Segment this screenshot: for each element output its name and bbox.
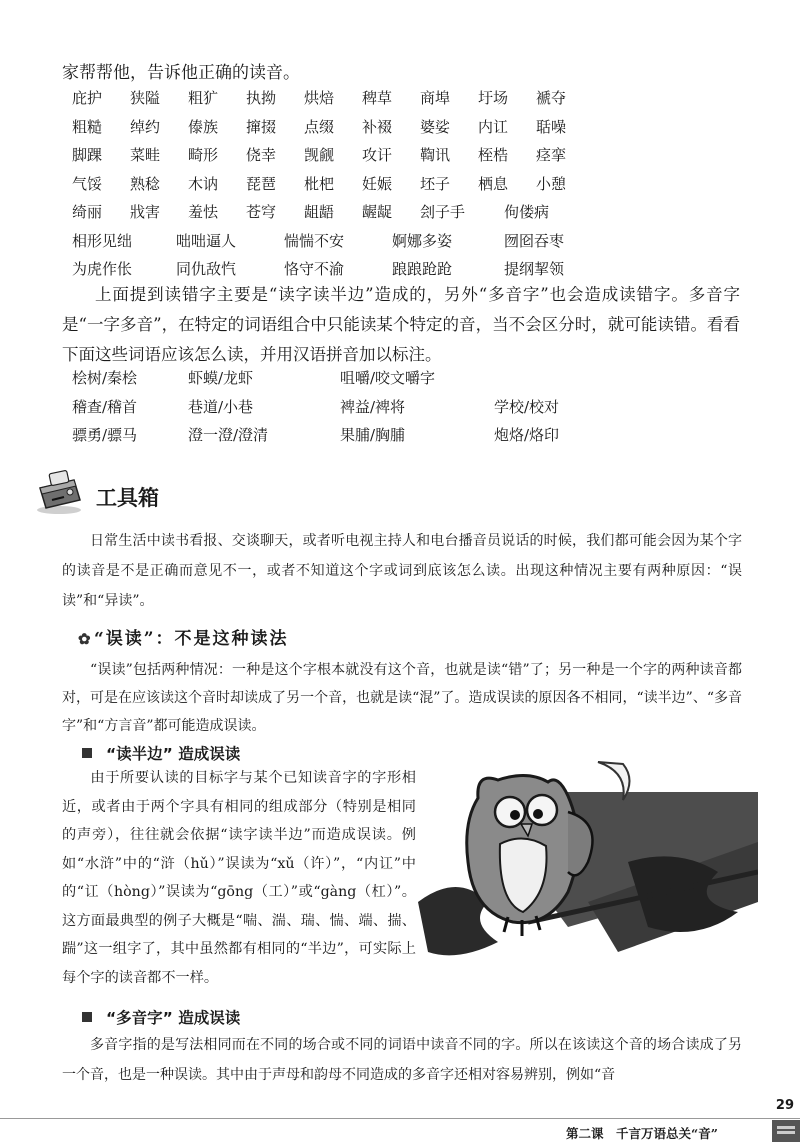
word-pair: 稽查/稽首 (72, 397, 138, 416)
word: 商埠 (420, 89, 451, 107)
word: 坯子 (420, 174, 451, 193)
subsection-heading-polyphone (82, 1006, 240, 1028)
running-footer: 第二课 千言万语总关“音” (566, 1126, 718, 1141)
word: 同仇敌忾 (176, 260, 237, 278)
word: 畸形 (188, 146, 219, 164)
word: 侥幸 (246, 146, 277, 164)
word-pair: 澄一澄/澄清 (188, 426, 269, 444)
word: 栖息 (478, 174, 509, 193)
word: 狭隘 (130, 89, 161, 107)
word: 桎梏 (478, 146, 509, 164)
word-pair: 巷道/小巷 (188, 397, 254, 416)
toolbox-icon (34, 470, 84, 516)
corner-tab-icon (772, 1120, 800, 1142)
word: 烘焙 (304, 89, 335, 107)
word-pair: 果脯/胸脯 (340, 426, 406, 444)
section-paragraph: “误读”包括两种情况：一种是这个字根本就没有这个音，也就是读“错”了；另一种是一个字的两种读音都对，可是在应该读这个音时却读成了另一个音，也就是读“混”了。造成误读的原因各不相同，“读半边”、“多音字”和“方言音”都可能造成误读。 (62, 662, 742, 734)
word: 圩场 (478, 89, 509, 107)
word: 羞怯 (188, 203, 219, 221)
page-number: 29 (775, 1098, 794, 1113)
word: 踉踉跄跄 (392, 260, 453, 278)
polyphone-intro-paragraph: 上面提到读错字主要是“读字读半边”造成的，另外“多音字”也会造成读错字。多音字是“一字多音”，在特定的词语组合中只能读某个特定的音，当不会区分时，就可能读错。看看下面这些词语应该怎么读，并用汉语拼音加以标注。 (62, 285, 740, 364)
word: 痉挛 (536, 146, 567, 164)
square-bullet-icon (82, 748, 92, 758)
continued-line: 家帮帮他，告诉他正确的读音。 (62, 63, 300, 83)
word: 龃龉 (304, 203, 335, 221)
word: 婀娜多姿 (392, 231, 453, 250)
toolbox-title: 工具箱 (96, 486, 159, 510)
word: 恪守不渝 (284, 260, 345, 278)
word: 鞫讯 (420, 146, 451, 164)
square-bullet-icon (82, 1012, 92, 1022)
word: 褫夺 (536, 89, 567, 107)
word-pair: 咀嚼/咬文嚼字 (340, 369, 436, 387)
half-reading-paragraph: 由于所要认读的目标字与某个已知读音字的字形相近，或者由于两个字具有相同的组成部分（特别是相同的声旁），往往就会依据“读字读半边”而造成误读。例如“水浒”中的“浒（hǔ）”误读为“xǔ（许）”，“内讧”中的“讧（hòng）”误读为“gōng（工）”或“gàng（杠）”。这方面最典型的例子大概是“喘、湍、瑞、惴、端、揣、踹”这一组字了，其中虽然都有相同的“半边”，可实际上每个字的读音都不一样。 (62, 770, 416, 986)
word-pair: 学校/校对 (494, 397, 560, 416)
toolbox-intro: 日常生活中读书看报、交谈聊天，或者听电视主持人和电台播音员说话的时候，我们都可能会因为某个字的读音是不是正确而意见不一，或者不知道这个字或词到底该怎么读。出现这种情况主要有两种原因：“误读”和“异读”。 (62, 533, 742, 609)
word: 觊觎 (304, 146, 335, 164)
word: 撺掇 (246, 117, 277, 136)
word: 惴惴不安 (284, 231, 345, 250)
word: 囫囵吞枣 (504, 231, 565, 250)
section-heading-text: “误读”：不是这种读法 (94, 629, 289, 649)
word: 内讧 (478, 117, 509, 136)
subsection-heading-text: “读半边” 造成误读 (106, 745, 241, 763)
word: 提纲挈领 (504, 260, 565, 278)
word-pair: 裨益/裨将 (340, 397, 406, 416)
word: 妊娠 (362, 174, 393, 193)
subsection-heading-half-reading (82, 742, 240, 764)
word-pair: 桧树/秦桧 (72, 369, 138, 387)
word-pair: 骠勇/骠马 (72, 426, 138, 444)
subsection-heading-text: “多音字” 造成误读 (106, 1009, 241, 1027)
word: 菜畦 (130, 146, 161, 164)
flower-icon: ✿ (78, 630, 93, 648)
word: 傣族 (188, 117, 219, 136)
word: 熟稔 (130, 174, 161, 193)
word: 补裰 (362, 117, 393, 136)
word: 婆娑 (420, 117, 451, 136)
word: 稗草 (362, 89, 393, 107)
word: 木讷 (188, 174, 219, 193)
word: 枇杷 (304, 174, 335, 193)
word: 小憩 (536, 174, 567, 193)
word: 聒噪 (536, 117, 567, 136)
polyphone-paragraph: 多音字指的是写法相同而在不同的场合或不同的词语中读音不同的字。所以在该读这个音的场合读成了另一个音，也是一种误读。其中由于声母和韵母不同造成的多音字还相对容易辨别，例如“音 (62, 1037, 742, 1083)
word: 粗犷 (188, 89, 219, 107)
word: 绰约 (130, 117, 161, 136)
footer-divider (0, 1118, 800, 1119)
word: 执拗 (246, 89, 277, 107)
word: 佝偻病 (504, 203, 550, 221)
word: 脚踝 (72, 146, 103, 164)
word: 龌龊 (362, 203, 393, 221)
word: 粗糙 (72, 117, 103, 136)
word: 攻讦 (362, 146, 393, 164)
word: 为虎作伥 (72, 260, 133, 278)
word: 相形见绌 (72, 231, 133, 250)
word: 戕害 (130, 203, 161, 221)
owl-illustration (418, 752, 758, 987)
word: 琵琶 (246, 174, 277, 193)
word: 气馁 (72, 174, 103, 193)
section-heading (78, 624, 289, 649)
word: 咄咄逼人 (176, 231, 237, 250)
word: 刽子手 (420, 203, 466, 221)
word: 苍穹 (246, 203, 277, 221)
word-pair: 虾蟆/龙虾 (188, 369, 254, 387)
word-pair: 炮烙/烙印 (494, 426, 560, 444)
word: 绮丽 (72, 203, 103, 221)
word: 点缀 (304, 117, 335, 136)
word: 庇护 (72, 89, 103, 107)
